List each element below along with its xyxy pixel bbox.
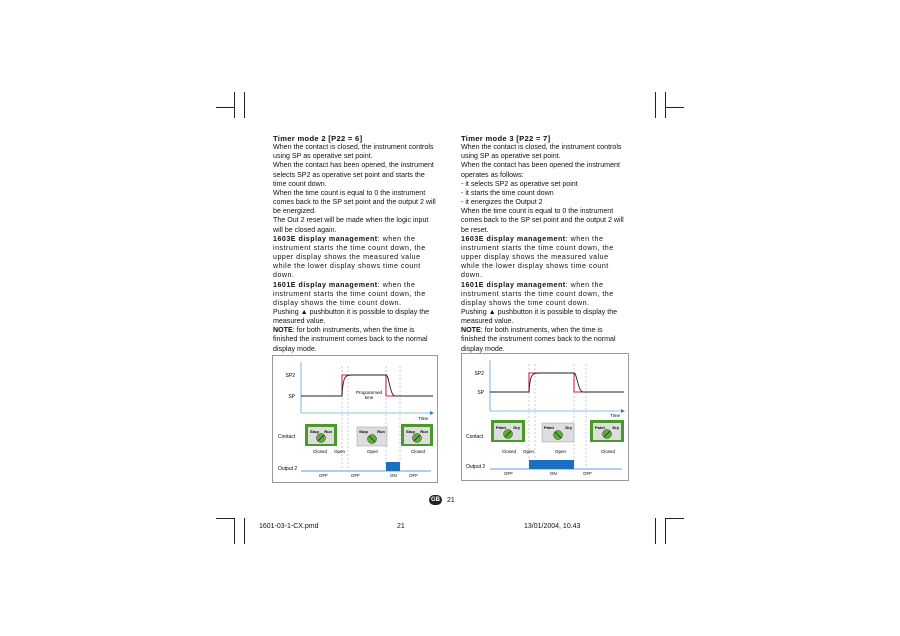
up-arrow-icon: ▲ (488, 307, 496, 316)
switch-1 (491, 420, 525, 442)
diagram-svg (273, 356, 437, 482)
note-label: NOTE (461, 326, 481, 335)
time-small-label: time (364, 395, 374, 400)
paragraph (461, 326, 626, 353)
switch-3 (401, 424, 433, 446)
sp-label: SP (288, 394, 295, 400)
state-closed: Closed (313, 449, 328, 454)
switch-3 (590, 420, 624, 442)
paragraph (461, 235, 626, 281)
crop-mark (655, 92, 656, 118)
crop-mark (655, 518, 656, 544)
switch-label-b: Dry (513, 425, 520, 430)
output-off: OFF (351, 473, 360, 478)
state-open: Open (523, 449, 535, 454)
contact-label: Contact (278, 434, 296, 440)
paragraph: When the contact has been opened the instrument operates as follows: (461, 161, 620, 179)
measured-curve (490, 373, 624, 392)
crop-mark (666, 107, 684, 108)
paragraph: When the contact is closed, the instrument controls using SP as operative set point. (273, 143, 434, 161)
paragraph: When the time count is equal to 0 the instrument comes back to the SP set point and the output 2 will be reset. (461, 207, 624, 234)
paragraph (273, 235, 438, 281)
output-off: OFF (504, 471, 513, 476)
paragraph: When the time count is equal to 0 the instrument comes back to the SP set point and the output 2 will be energized. (273, 188, 436, 216)
label-1603e: 1603E display management (273, 234, 378, 243)
contact-label: Contact (466, 434, 484, 440)
switch-label-a: Stop (310, 429, 319, 434)
crop-mark (234, 518, 235, 544)
timer-mode-3-diagram (461, 353, 629, 481)
paragraph (461, 308, 626, 326)
state-closed: Closed (411, 449, 426, 454)
diagram-svg (462, 354, 628, 480)
note-label: NOTE (273, 326, 293, 335)
left-column (273, 134, 438, 354)
note-text: : for both instruments, when the time is finished the instrument comes back to the normal display mode. (461, 326, 616, 353)
crop-mark (216, 518, 234, 519)
paragraph: When the contact has been opened, the instrument selects SP2 as operative set point and starts the time count down. (273, 161, 434, 188)
time-label: Time (610, 413, 620, 418)
switch-2 (357, 427, 387, 446)
crop-mark (666, 518, 684, 519)
output-on: ON (550, 471, 557, 476)
state-closed: Closed (601, 449, 616, 454)
list-item: - it selects SP2 as operative set point (461, 179, 578, 188)
label-1601e: 1601E display management (273, 280, 378, 289)
switch-1 (305, 424, 337, 446)
state-closed: Closed (502, 449, 517, 454)
note-text: : for both instruments, when the time is finished the instrument comes back to the normal display mode. (273, 326, 428, 353)
crop-mark (216, 107, 234, 108)
page-number: 21 (447, 497, 455, 504)
arrow-icon (621, 409, 625, 413)
paragraph: The Out 2 reset will be made when the logic input will be closed again. (273, 216, 429, 234)
push-text: Pushing (273, 307, 301, 316)
paragraph (273, 308, 438, 326)
paragraph (273, 281, 438, 308)
sp2-label: SP2 (285, 373, 295, 379)
text-1601e: : when the instrument starts the time count down, the display shows the time count down. (461, 280, 614, 307)
push-text: Pushing (461, 307, 489, 316)
timer-mode-2-diagram (272, 355, 438, 483)
switch-label-a: Paint (496, 425, 506, 430)
label-1603e: 1603E display management (461, 234, 566, 243)
footer-filename: 1601-03-1-CX.pmd (259, 523, 319, 530)
output-off: OFF (409, 473, 418, 478)
switch-label-b: Dry (565, 425, 572, 430)
right-column (461, 134, 626, 354)
paragraph (461, 281, 626, 308)
crop-mark (244, 92, 245, 118)
time-label: Time (418, 416, 428, 421)
crop-mark (665, 518, 666, 544)
state-open: Open (367, 449, 379, 454)
state-open: Open (334, 449, 346, 454)
list-item: - it starts the time count down (461, 188, 554, 197)
sp2-label: SP2 (474, 371, 484, 377)
output-off: OFF (319, 473, 328, 478)
language-badge: GB (431, 497, 440, 503)
state-open: Open (555, 449, 567, 454)
switch-label-a: Stop (406, 429, 415, 434)
text-1603e: : when the instrument starts the time count down, the upper display shows the measured value while the lower display shows time count down. (273, 234, 426, 280)
text-1603e: : when the instrument starts the time count down, the upper display shows the measured value while the lower display shows time count down. (461, 234, 614, 280)
up-arrow-icon: ▲ (300, 307, 308, 316)
output2-label: Output 2 (466, 464, 486, 470)
setpoint-line (490, 373, 624, 392)
output2-label: Output 2 (278, 466, 298, 472)
paragraph: When the contact is closed, the instrument controls using SP as operative set point. (461, 143, 622, 161)
footer-date: 13/01/2004, 10.43 (524, 523, 581, 530)
switch-label-a: Stop (359, 429, 368, 434)
text-1601e: : when the instrument starts the time count down, the display shows the time count down. (273, 280, 426, 307)
push-text: pushbutton it is possible to display the measured value. (273, 307, 430, 326)
output-on-bar (386, 462, 400, 471)
switch-label-b: Run (377, 429, 385, 434)
section-title: Timer mode 3 [P22 = 7] (461, 134, 551, 143)
crop-mark (244, 518, 245, 544)
crop-mark (665, 92, 666, 118)
arrow-icon (430, 411, 434, 415)
switch-label-a: Paint (595, 425, 605, 430)
output-on-bar (529, 460, 574, 469)
switch-label-b: Dry (612, 425, 619, 430)
switch-label-b: Run (324, 429, 332, 434)
list-item: - it energizes the Output 2 (461, 198, 543, 207)
crop-mark (234, 92, 235, 118)
output-on: ON (390, 473, 397, 478)
paragraph (273, 326, 438, 353)
footer-page: 21 (397, 523, 405, 530)
output-off: OFF (583, 471, 592, 476)
push-text: pushbutton it is possible to display the measured value. (461, 307, 618, 326)
programmed-label: Programmed (355, 390, 383, 395)
switch-2 (542, 423, 574, 442)
switch-label-b: Run (420, 429, 428, 434)
switch-label-a: Paint (544, 425, 554, 430)
section-title: Timer mode 2 [P22 = 6] (273, 134, 363, 143)
label-1601e: 1601E display management (461, 280, 566, 289)
sp-label: SP (477, 390, 484, 396)
